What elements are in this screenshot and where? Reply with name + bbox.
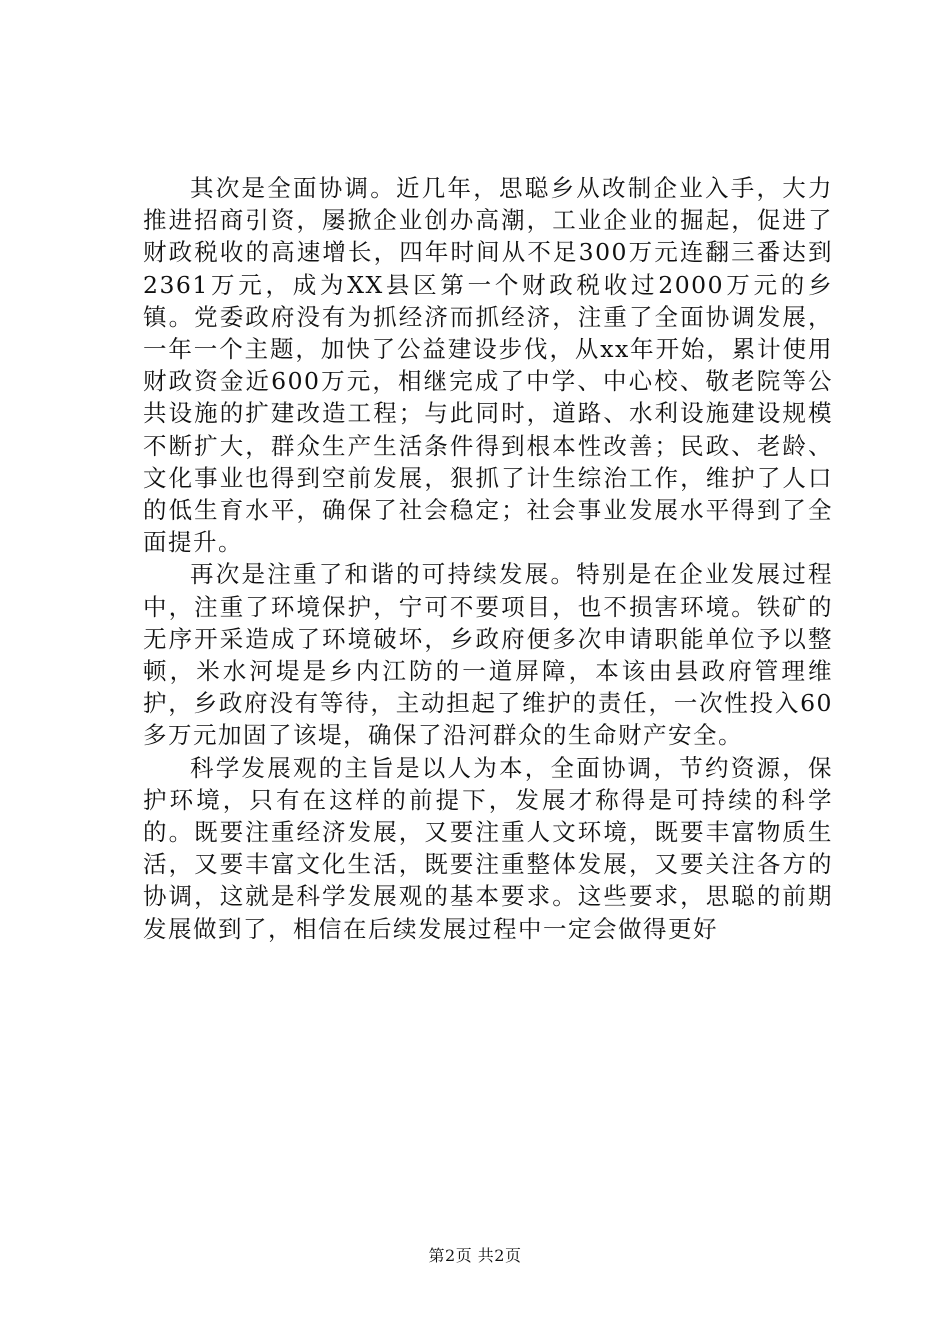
document-body: [143, 172, 833, 945]
page-number-footer: 第2页 共2页: [428, 1246, 522, 1265]
paragraph-3: 科学发展观的主旨是以人为本，全面协调，节约资源，保护环境，只有在这样的前提下，发展才称得是可持续的科学的。既要注重经济发展，又要注重人文环境，既要丰富物质生活，又要丰富文化生活，既要注重整体发展，又要关注各方的协调，这就是科学发展观的基本要求。这些要求，思聪的前期发展做到了，相信在后续发展过程中一定会做得更好: [143, 753, 833, 943]
paragraph-2: 再次是注重了和谐的可持续发展。特别是在企业发展过程中，注重了环境保护，宁可不要项目，也不损害环境。铁矿的无序开采造成了环境破坏，乡政府便多次申请职能单位予以整顿，米水河堤是乡内江防的一道屏障，本该由县政府管理维护，乡政府没有等待，主动担起了维护的责任，一次性投入60多万元加固了该堤，确保了沿河群众的生命财产安全。: [143, 560, 833, 750]
paragraph-1: 其次是全面协调。近几年，思聪乡从改制企业入手，大力推进招商引资，屡掀企业创办高潮，工业企业的掘起，促进了财政税收的高速增长，四年时间从不足300万元连翻三番达到2361万元，成为XX县区第一个财政税收过2000万元的乡镇。党委政府没有为抓经济而抓经济，注重了全面协调发展，一年一个主题，加快了公益建设步伐，从xx年开始，累计使用财政资金近600万元，相继完成了中学、中心校、敬老院等公共设施的扩建改造工程；与此同时，道路、水利设施建设规模不断扩大，群众生产生活条件得到根本性改善；民政、老龄、文化事业也得到空前发展，狠抓了计生综治工作，维护了人口的低生育水平，确保了社会稳定；社会事业发展水平得到了全面提升。: [143, 174, 833, 557]
